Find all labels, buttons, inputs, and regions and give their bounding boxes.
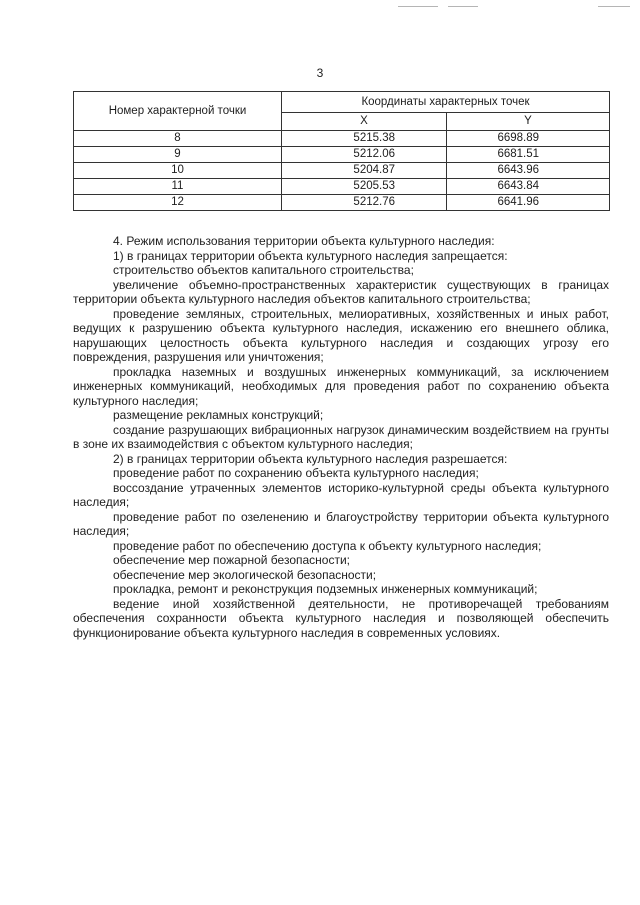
point-number: 10 — [74, 163, 282, 179]
scan-artifact-line — [398, 6, 438, 7]
point-number: 8 — [74, 131, 282, 147]
point-number: 11 — [74, 179, 282, 195]
coordinate-x: 5205.53 — [282, 179, 447, 195]
prohibited-intro: 1) в границах территории объекта культурного наследия запрещается: — [113, 248, 508, 263]
prohibited-item: создание разрушающих вибрационных нагрузок динамическим воздействием на грунты в зоне их взаимодействия с объектом культурного наследия; — [73, 422, 609, 451]
permitted-intro: 2) в границах территории объекта культурного наследия разрешается: — [113, 451, 508, 466]
table-row — [74, 131, 610, 147]
header-x: X — [282, 113, 447, 131]
scan-artifact-line — [598, 6, 630, 7]
table-row — [74, 147, 610, 163]
prohibited-item: размещение рекламных конструкций; — [113, 408, 324, 422]
regime-section — [73, 234, 609, 640]
page-number: 3 — [316, 66, 324, 80]
coordinates-table — [73, 91, 610, 211]
header-y: Y — [447, 113, 610, 131]
permitted-item: ведение иной хозяйственной деятельности, не противоречащей требованиям обеспечения сохранности объекта культурного наследия и позволяющей обеспечить функционирование объекта культурного наследия в современных условиях. — [73, 596, 609, 640]
table-row — [74, 179, 610, 195]
prohibited-item: увеличение объемно-пространственных характеристик существующих в границах территории объекта культурного наследия объектов капитального строительства; — [73, 277, 609, 306]
coordinate-y: 6698.89 — [447, 131, 610, 147]
permitted-item: воссоздание утраченных элементов историко-культурной среды объекта культурного наследия; — [73, 480, 609, 509]
scan-artifact-line — [448, 6, 478, 7]
coordinate-y: 6641.96 — [447, 195, 610, 211]
table-row — [74, 163, 610, 179]
permitted-item: проведение работ по обеспечению доступа к объекту культурного наследия; — [113, 538, 542, 553]
coordinate-x: 5212.76 — [282, 195, 447, 211]
header-coordinates: Координаты характерных точек — [282, 92, 610, 113]
prohibited-item: проведение земляных, строительных, мелиоративных, хозяйственных и иных работ, ведущих к разрушению объекта культурного наследия, искажению его внешнего облика, нарушающих целостность объекта культурного наследия и создающих угрозу его повреждения, разрушения или уничтожения; — [73, 306, 609, 364]
point-number: 12 — [74, 195, 282, 211]
permitted-item: обеспечение мер пожарной безопасности; — [113, 553, 350, 567]
permitted-item: обеспечение мер экологической безопасности; — [113, 567, 377, 582]
coordinate-y: 6643.84 — [447, 179, 610, 195]
coordinate-y: 6681.51 — [447, 147, 610, 163]
coordinate-x: 5215.38 — [282, 131, 447, 147]
coordinate-x: 5212.06 — [282, 147, 447, 163]
coordinate-x: 5204.87 — [282, 163, 447, 179]
permitted-item: прокладка, ремонт и реконструкция подземных инженерных коммуникаций; — [113, 582, 538, 596]
section-heading: 4. Режим использования территории объекта культурного наследия: — [113, 234, 495, 248]
table-row — [74, 195, 610, 211]
coordinate-y: 6643.96 — [447, 163, 610, 179]
header-point-number: Номер характерной точки — [74, 92, 282, 131]
point-number: 9 — [74, 147, 282, 163]
prohibited-item: строительство объектов капитального строительства; — [113, 263, 414, 277]
prohibited-item: прокладка наземных и воздушных инженерных коммуникаций, за исключением инженерных коммуникаций, необходимых для проведения работ по сохранению объекта культурного наследия; — [73, 364, 609, 408]
permitted-item: проведение работ по озеленению и благоустройству территории объекта культурного наследия; — [73, 509, 609, 538]
permitted-item: проведение работ по сохранению объекта культурного наследия; — [113, 466, 479, 480]
